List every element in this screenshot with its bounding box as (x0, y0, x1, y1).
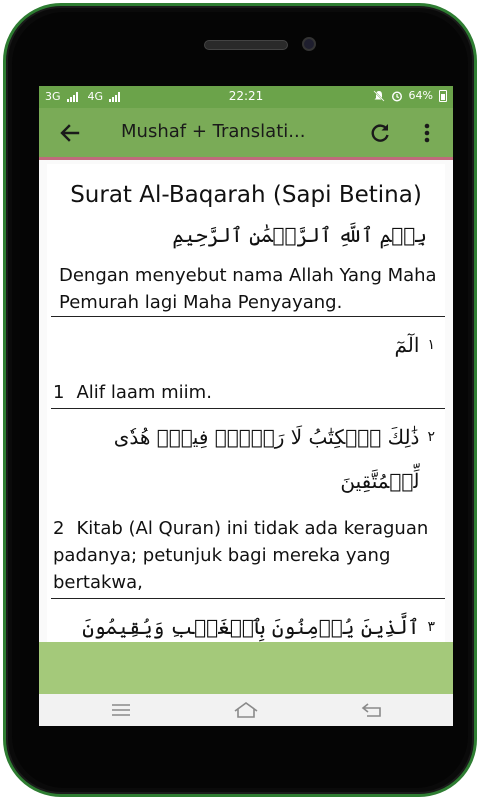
verse-number-arabic: ٢ (427, 429, 435, 445)
clock: 22:21 (228, 89, 264, 103)
refresh-icon[interactable] (367, 120, 393, 146)
verse-arabic-text: ٱلَّذِينَ يُؤۡمِنُونَ بِٱلۡغَيۡبِ وَيُقِيمُونَ (82, 615, 420, 639)
verse-number-arabic: ١ (427, 337, 435, 353)
nav-back-icon[interactable] (361, 702, 383, 718)
verse-number: 2 (53, 518, 65, 539)
surah-title: Surat Al-Baqarah (Sapi Betina) (70, 182, 422, 208)
phone-camera (302, 37, 316, 51)
app-bar (39, 108, 453, 160)
battery-icon (439, 90, 447, 102)
navigation-bar (39, 694, 453, 726)
basmala-arabic: بِسۡمِ ٱللَّهِ ٱلرَّحۡمَٰنِ ٱلرَّحِيمِ (172, 223, 427, 247)
ad-banner[interactable] (39, 642, 453, 694)
status-bar (39, 86, 453, 108)
surah-content[interactable] (47, 164, 445, 642)
screen (39, 86, 453, 726)
battery-percent: 64% (408, 89, 433, 102)
verse-translation (47, 373, 445, 408)
status-icons (373, 89, 447, 102)
basmala-translation: Dengan menyebut nama Allah Yang Maha Pemurah lagi Maha Penyayang. (59, 265, 437, 313)
back-arrow-icon[interactable] (57, 120, 83, 146)
verse-arabic (47, 317, 445, 373)
verse-arabic-text: ذَٰلِكَ ٱلۡكِتَٰبُ لَا رَيۡبَۛ فِيهِۛ هُدٗى لِّلۡمُتَّقِينَ (113, 425, 420, 493)
verse-translation (47, 509, 445, 598)
alarm-icon (391, 90, 403, 102)
verse-arabic (47, 409, 445, 509)
verse-arabic-text: الٓمٓ (394, 333, 420, 357)
phone-speaker (204, 40, 288, 50)
app-title: Mushaf + Translati... (121, 121, 306, 142)
phone-frame (3, 3, 477, 797)
recent-apps-icon[interactable] (111, 703, 131, 717)
more-vert-icon[interactable] (417, 120, 437, 146)
verse-translation-text: Kitab (Al Quran) ini tidak ada keraguan padanya; petunjuk bagi mereka yang bertakwa, (53, 518, 429, 593)
verse-number: 1 (53, 382, 65, 403)
verse-number-arabic: ٣ (427, 619, 435, 635)
network-type-2: 4G (87, 90, 104, 103)
home-icon[interactable] (233, 701, 259, 719)
network-type-1: 3G (45, 90, 61, 103)
verse-translation-text: Alif laam miim. (76, 382, 212, 403)
mute-notification-icon (373, 90, 385, 102)
